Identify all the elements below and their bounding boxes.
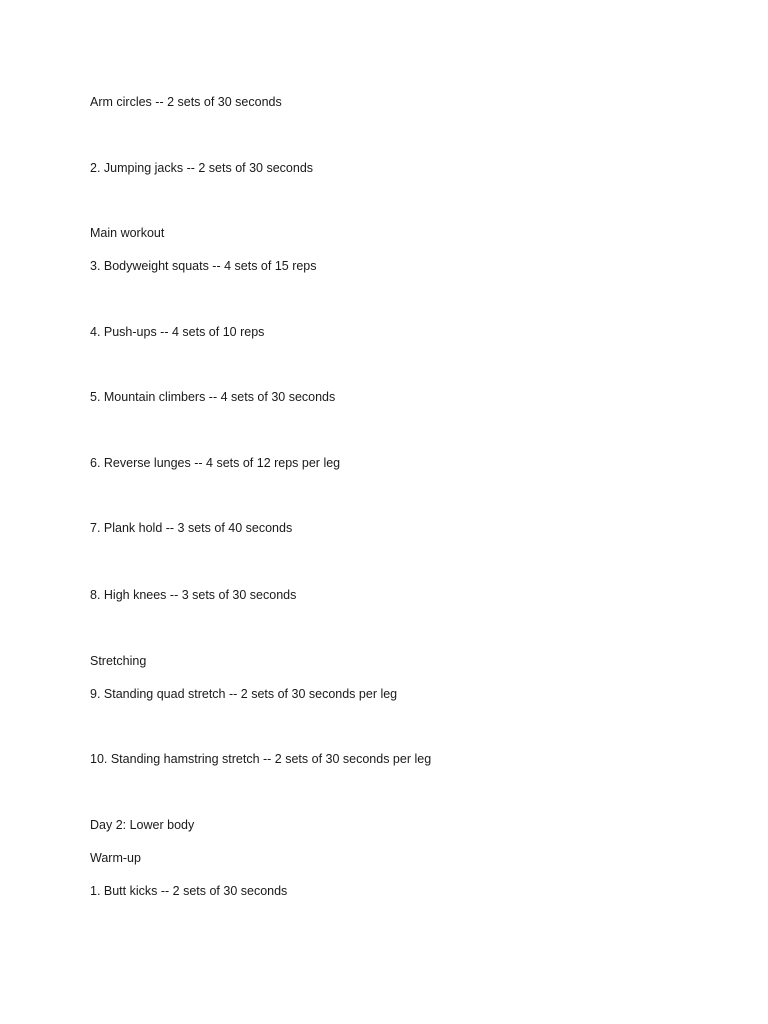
exercise-arm-circles: Arm circles -- 2 sets of 30 seconds bbox=[90, 95, 282, 109]
exercise-reverse-lunges: 6. Reverse lunges -- 4 sets of 12 reps per leg bbox=[90, 456, 341, 470]
exercise-hamstring-stretch: 10. Standing hamstring stretch -- 2 sets of 30 seconds per leg bbox=[90, 752, 432, 766]
exercise-mountain-climbers: 5. Mountain climbers -- 4 sets of 30 seconds bbox=[90, 390, 336, 404]
exercise-plank-hold: 7. Plank hold -- 3 sets of 40 seconds bbox=[90, 521, 293, 535]
section-heading-stretching: Stretching bbox=[90, 654, 147, 668]
exercise-push-ups: 4. Push-ups -- 4 sets of 10 reps bbox=[90, 325, 265, 339]
exercise-quad-stretch: 9. Standing quad stretch -- 2 sets of 30 seconds per leg bbox=[90, 687, 398, 701]
exercise-bodyweight-squats: 3. Bodyweight squats -- 4 sets of 15 reps bbox=[90, 259, 317, 273]
day-heading-lower-body: Day 2: Lower body bbox=[90, 818, 195, 832]
section-heading-warm-up: Warm-up bbox=[90, 851, 141, 865]
exercise-butt-kicks: 1. Butt kicks -- 2 sets of 30 seconds bbox=[90, 884, 288, 898]
section-heading-main-workout: Main workout bbox=[90, 226, 165, 240]
exercise-high-knees: 8. High knees -- 3 sets of 30 seconds bbox=[90, 588, 297, 602]
exercise-jumping-jacks: 2. Jumping jacks -- 2 sets of 30 seconds bbox=[90, 161, 314, 175]
